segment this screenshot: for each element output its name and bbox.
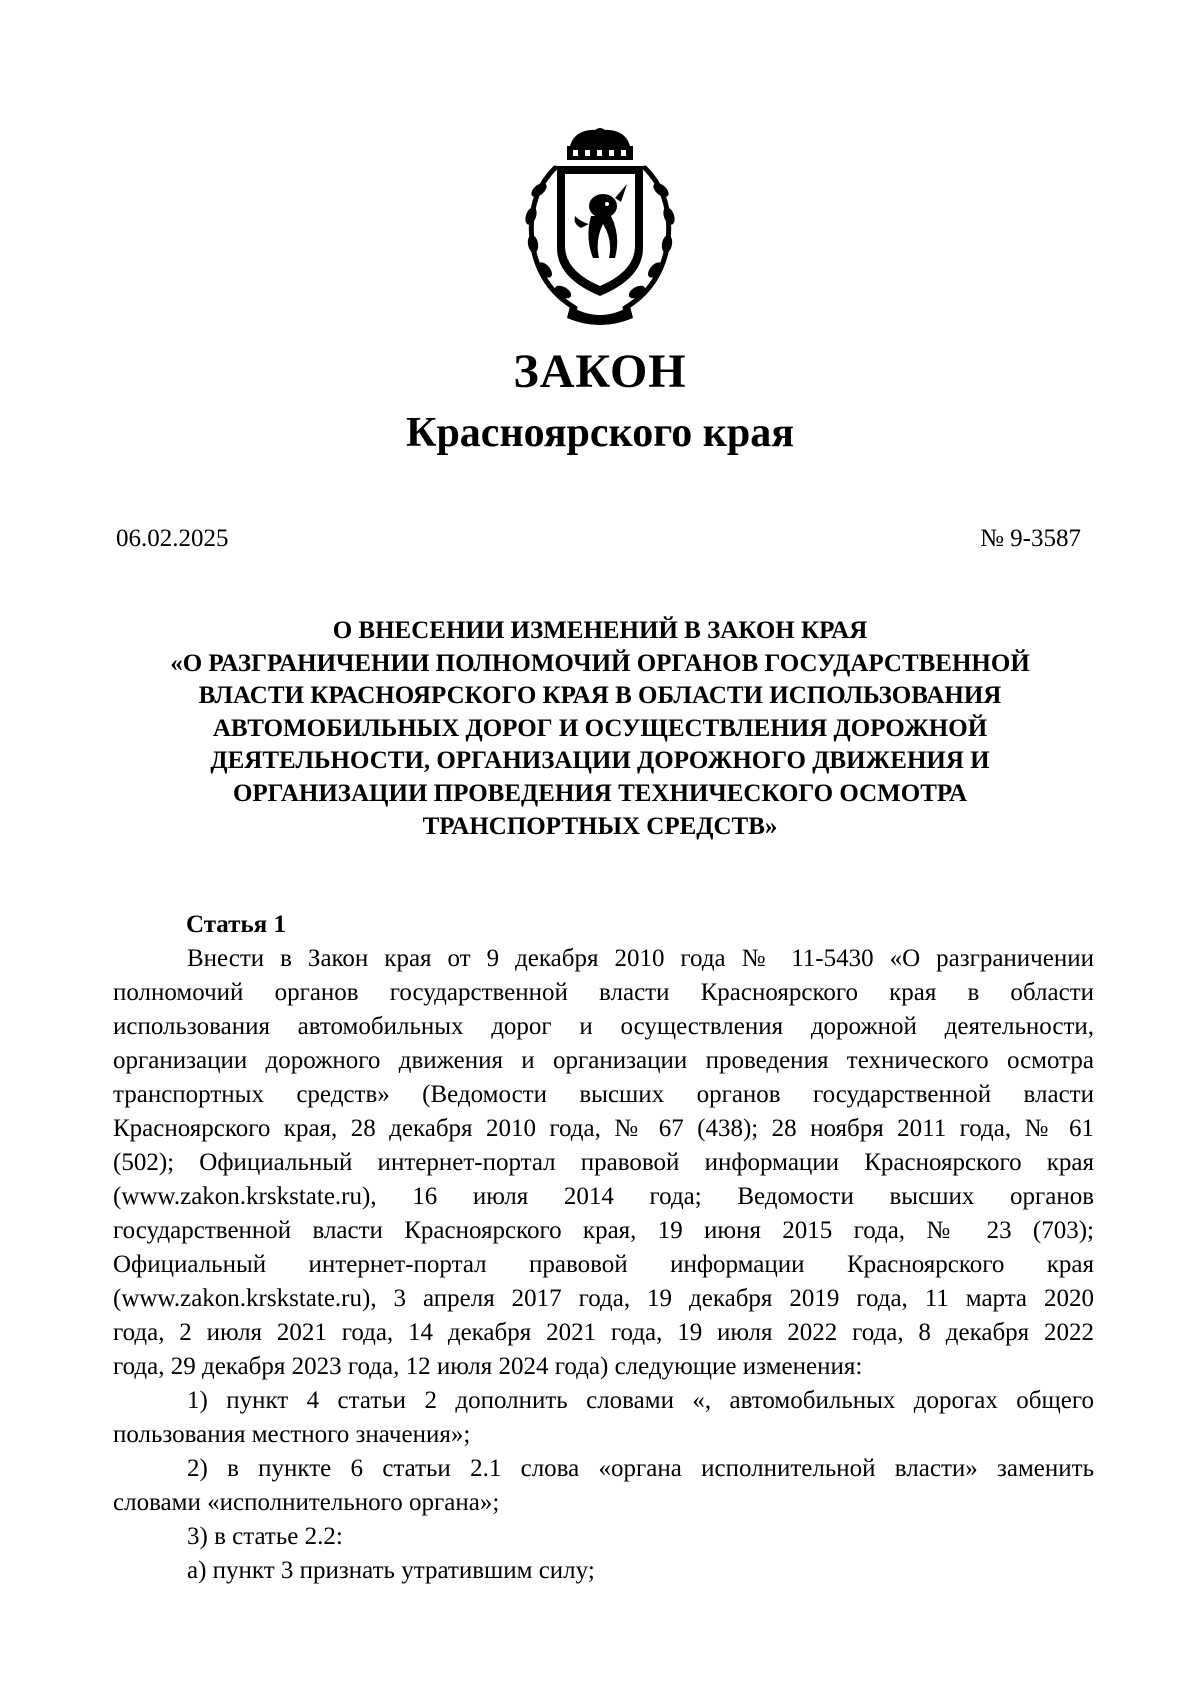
heading-line: ДЕЯТЕЛЬНОСТИ, ОРГАНИЗАЦИИ ДОРОЖНОГО ДВИЖЕНИЯ И xyxy=(210,747,990,775)
document-subtitle: Красноярского края xyxy=(405,410,795,456)
heading-line: «О РАЗГРАНИЧЕНИИ ПОЛНОМОЧИЙ ОРГАНОВ ГОСУДАРСТВЕННОЙ xyxy=(170,649,1030,677)
document-date: 06.02.2025 xyxy=(116,525,229,552)
body-line: транспортных средств» (Ведомости высших органов государственной власти xyxy=(113,1081,1094,1108)
body-line: государственной власти Красноярского края, 19 июня 2015 года, № 23 (703); xyxy=(113,1217,1094,1244)
body-line: (www.zakon.krskstate.ru), 3 апреля 2017 года, 19 декабря 2019 года, 11 марта 2020 xyxy=(113,1285,1094,1312)
body-line: словами «исполнительного органа»; xyxy=(113,1489,500,1516)
heading-line: ТРАНСПОРТНЫХ СРЕДСТВ» xyxy=(422,812,778,840)
body-line: Внести в Закон края от 9 декабря 2010 года № 11-5430 «О разграничении xyxy=(187,945,1094,972)
body-line: полномочий органов государственной власти Красноярского края в области xyxy=(113,979,1094,1006)
law-heading xyxy=(130,615,1070,843)
body-line: 1) пункт 4 статьи 2 дополнить словами «, автомобильных дорогах общего xyxy=(187,1387,1094,1414)
article-body xyxy=(113,942,1094,1588)
heading-line: О ВНЕСЕНИИ ИЗМЕНЕНИЙ В ЗАКОН КРАЯ xyxy=(332,617,868,644)
body-line: 3) в статье 2.2: xyxy=(187,1523,343,1550)
body-line: Официальный интернет-портал правовой информации Красноярского края xyxy=(113,1251,1094,1278)
body-line: использования автомобильных дорог и осуществления дорожной деятельности, xyxy=(113,1013,1094,1040)
body-line: пользования местного значения»; xyxy=(113,1421,471,1448)
article-title: Статья 1 xyxy=(186,911,286,938)
body-line: (502); Официальный интернет-портал правовой информации Красноярского края xyxy=(113,1149,1094,1176)
body-line: года, 29 декабря 2023 года, 12 июля 2024 года) следующие изменения: xyxy=(113,1353,863,1380)
body-line: года, 2 июля 2021 года, 14 декабря 2021 года, 19 июля 2022 года, 8 декабря 2022 xyxy=(113,1319,1094,1346)
document-title: ЗАКОН xyxy=(513,345,687,398)
heading-line: ВЛАСТИ КРАСНОЯРСКОГО КРАЯ В ОБЛАСТИ ИСПОЛЬЗОВАНИЯ xyxy=(198,682,1002,710)
body-line: 2) в пункте 6 статьи 2.1 слова «органа исполнительной власти» заменить xyxy=(187,1455,1094,1482)
heading-line: АВТОМОБИЛЬНЫХ ДОРОГ И ОСУЩЕСТВЛЕНИЯ ДОРОЖНОЙ xyxy=(212,714,988,742)
document-number: № 9-3587 xyxy=(980,525,1081,552)
heading-line: ОРГАНИЗАЦИИ ПРОВЕДЕНИЯ ТЕХНИЧЕСКОГО ОСМОТРА xyxy=(232,779,968,807)
body-line: (www.zakon.krskstate.ru), 16 июля 2014 года; Ведомости высших органов xyxy=(113,1183,1094,1210)
body-line: Красноярского края, 28 декабря 2010 года, № 67 (438); 28 ноября 2011 года, № 61 xyxy=(113,1115,1094,1142)
coat-of-arms-emblem xyxy=(515,128,685,328)
body-line: а) пункт 3 признать утратившим силу; xyxy=(187,1557,595,1584)
body-line: организации дорожного движения и организации проведения технического осмотра xyxy=(113,1047,1094,1074)
